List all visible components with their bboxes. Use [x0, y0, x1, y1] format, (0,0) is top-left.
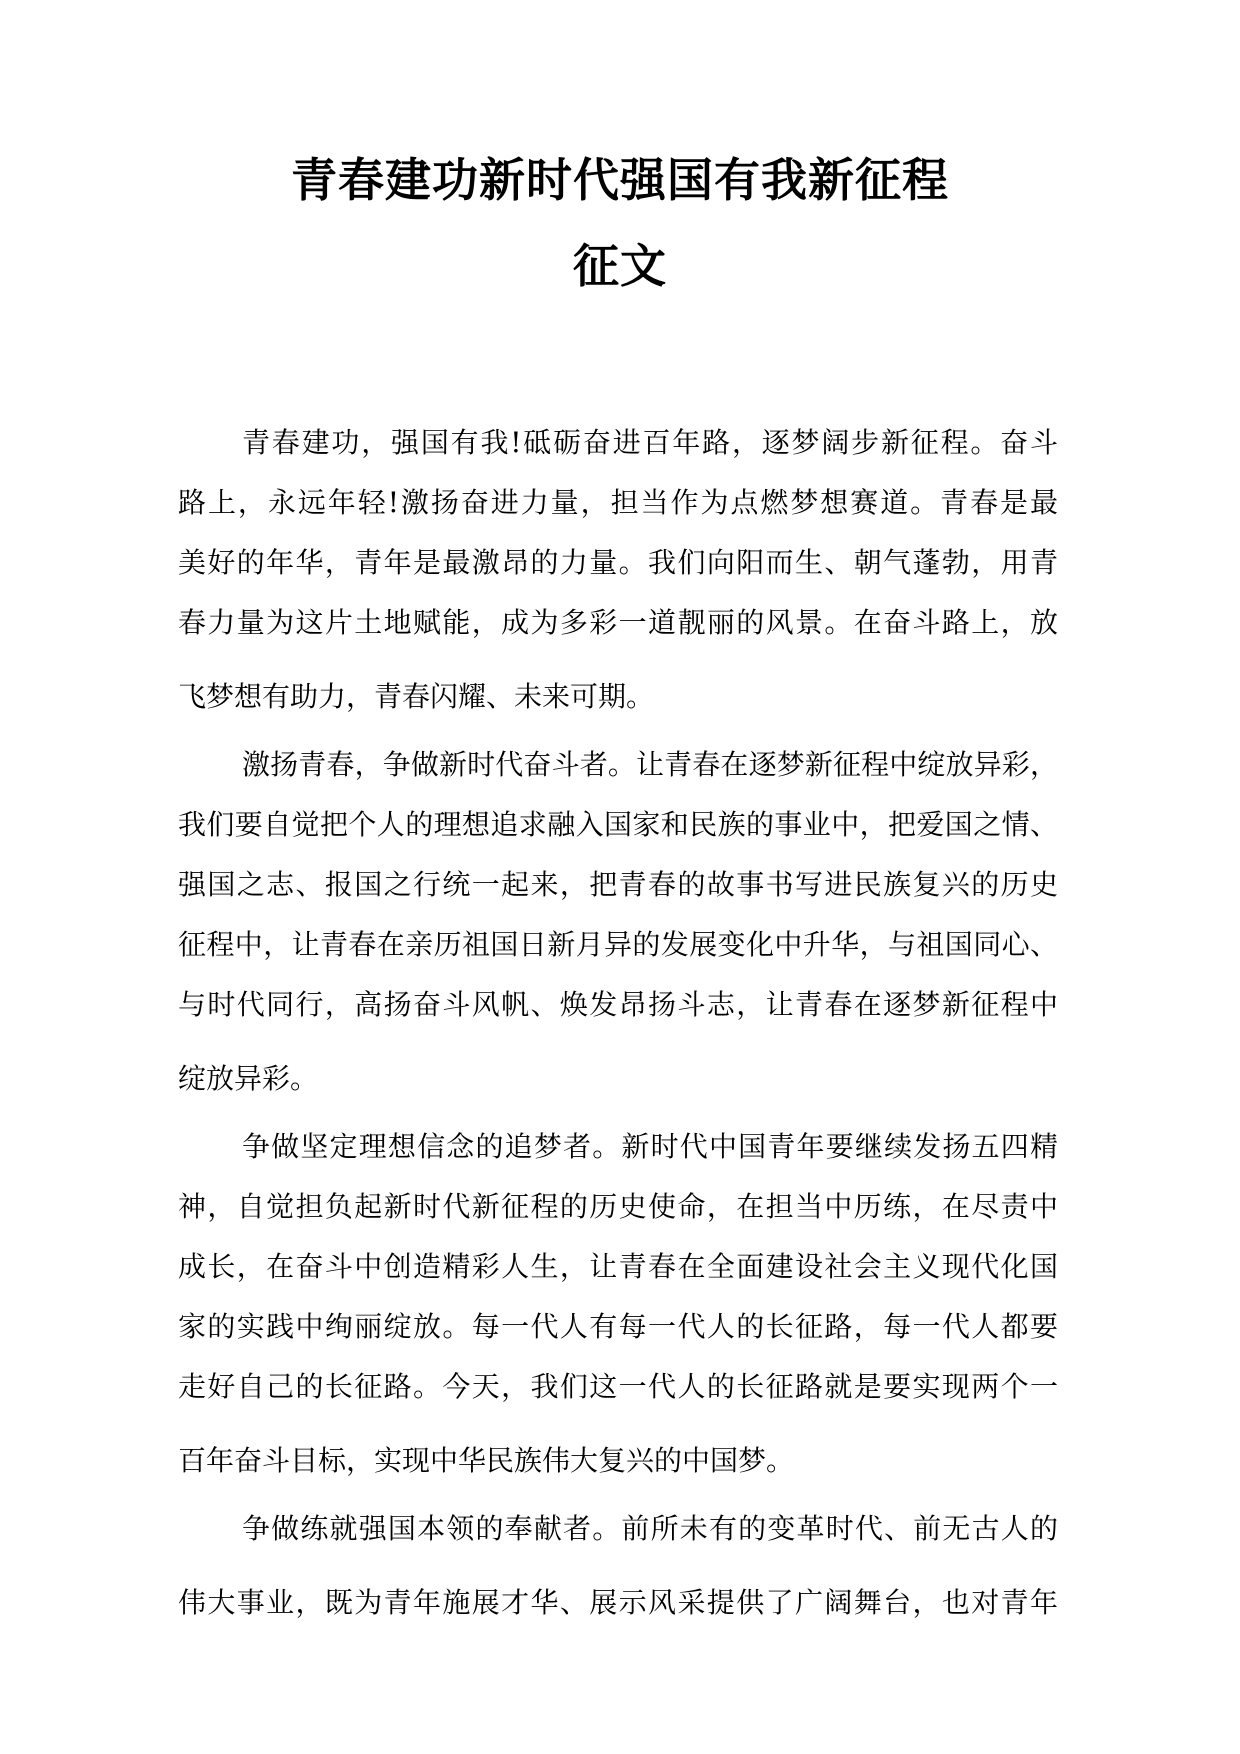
paragraph-line: 走好自己的长征路。今天，我们这一代人的长征路就是要实现两个一	[178, 1370, 1058, 1403]
paragraph-line: 争做坚定理想信念的追梦者。新时代中国青年要继续发扬五四精	[242, 1130, 1058, 1163]
paragraph-line: 成长，在奋斗中创造精彩人生，让青春在全面建设社会主义现代化国	[178, 1250, 1058, 1283]
paragraph-line: 争做练就强国本领的奉献者。前所未有的变革时代、前无古人的	[242, 1512, 1058, 1545]
paragraph-line: 神，自觉担负起新时代新征程的历史使命，在担当中历练，在尽责中	[178, 1190, 1058, 1223]
paragraph-line: 路上，永远年轻!激扬奋进力量，担当作为点燃梦想赛道。青春是最	[178, 486, 1058, 519]
paragraph-line: 与时代同行，高扬奋斗风帆、焕发昂扬斗志，让青春在逐梦新征程中	[178, 988, 1058, 1021]
paragraph-line: 百年奋斗目标，实现中华民族伟大复兴的中国梦。	[178, 1444, 795, 1477]
paragraph	[178, 1117, 1058, 1491]
paragraph-line: 征程中，让青春在亲历祖国日新月异的发展变化中升华，与祖国同心、	[178, 928, 1058, 961]
paragraph	[178, 413, 1058, 727]
paragraph	[178, 1499, 1058, 1633]
paragraph-line: 飞梦想有助力，青春闪耀、未来可期。	[178, 680, 655, 713]
paragraph	[178, 735, 1058, 1109]
paragraph-line: 春力量为这片土地赋能，成为多彩一道靓丽的风景。在奋斗路上，放	[178, 606, 1058, 639]
document-title: 青春建功新时代强国有我新征程	[291, 153, 949, 207]
paragraph-line: 青春建功，强国有我!砥砺奋进百年路，逐梦阔步新征程。奋斗	[242, 426, 1058, 459]
paragraph-line: 强国之志、报国之行统一起来，把青春的故事书写进民族复兴的历史	[178, 868, 1058, 901]
paragraph-line: 美好的年华，青年是最激昂的力量。我们向阳而生、朝气蓬勃，用青	[178, 546, 1058, 579]
document-subtitle: 征文	[573, 239, 667, 293]
paragraph-line: 我们要自觉把个人的理想追求融入国家和民族的事业中，把爱国之情、	[178, 808, 1058, 841]
paragraph-line: 伟大事业，既为青年施展才华、展示风采提供了广阔舞台，也对青年	[178, 1586, 1058, 1619]
paragraph-line: 绽放异彩。	[178, 1062, 319, 1095]
paragraph-line: 激扬青春，争做新时代奋斗者。让青春在逐梦新征程中绽放异彩，	[242, 748, 1058, 781]
document-body	[178, 413, 1058, 1633]
paragraph-line: 家的实践中绚丽绽放。每一代人有每一代人的长征路，每一代人都要	[178, 1310, 1058, 1343]
